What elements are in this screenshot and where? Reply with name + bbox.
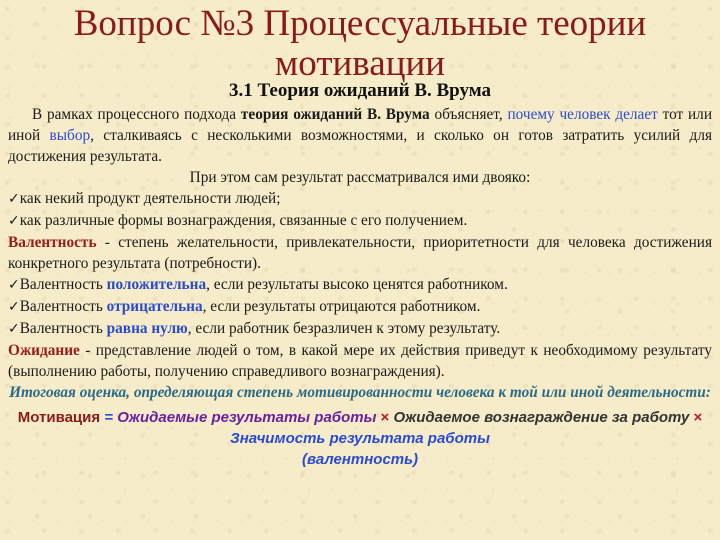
formula-expected-reward: Ожидаемое вознаграждение за работу (393, 409, 690, 426)
valence-negative-highlight: отрицательна (106, 298, 203, 315)
valence-definition: Валентность - степень желательности, привлекательности, приоритетности для человека достижения конкретного результата (потребности). (8, 234, 712, 272)
expectation-term: Ожидание (8, 342, 80, 359)
intro-text-3: объясняет, (429, 106, 508, 123)
section-subtitle: 3.1 Теория ожиданий В. Врума (228, 80, 492, 101)
result-bullet-2: ✓как различные формы вознаграждения, связанные с его получением. (8, 212, 468, 229)
intro-why-phrase: почему человек делает (507, 106, 658, 123)
valence-case-zero: ✓Валентность равна нулю, если работник безразличен к этому результату. (8, 320, 501, 337)
content-body (8, 104, 712, 470)
formula-expected-results: Ожидаемые результаты работы (117, 409, 377, 426)
check-icon: ✓ (8, 191, 20, 207)
valence-term: Валентность (8, 234, 97, 251)
intro-choice-word: выбор (49, 127, 91, 144)
formula-significance: Значимость результата работы (230, 430, 490, 447)
valence-positive-highlight: положительна (106, 276, 207, 293)
result-bullet-1: ✓как некий продукт деятельности людей; (8, 190, 281, 207)
intro-theory-name: теория ожиданий В. Врума (240, 106, 430, 123)
check-icon: ✓ (8, 213, 20, 229)
check-icon: ✓ (8, 277, 20, 293)
formula-valence: (валентность) (301, 451, 419, 468)
intro-text-7: , сталкиваясь с несколькими возможностями, и сколько он готов затратить усилий для достижения результата. (8, 127, 712, 165)
times-icon: × (376, 409, 394, 426)
valence-case-positive: ✓Валентность положительна, если результаты высоко ценятся работником. (8, 276, 508, 293)
intro-paragraph (8, 104, 712, 167)
intro-text-5: тот или иной (8, 106, 712, 144)
page-title: Вопрос №3 Процессуальные теории мотивации (73, 3, 647, 84)
formula-equals: = (100, 409, 118, 426)
formula-motivation: Мотивация (17, 409, 101, 426)
check-icon: ✓ (8, 299, 20, 315)
times-icon: × (689, 409, 703, 426)
summary-line: Итоговая оценка, определяющая степень мотивированности человека к той или иной деятельности: (9, 384, 711, 401)
valence-zero-highlight: равна нулю (106, 320, 188, 337)
motivation-formula (8, 407, 712, 470)
expectation-definition: Ожидание - представление людей о том, в какой мере их действия приведут к необходимому результату (выполнению работы, получению справедливого вознаграждения). (8, 342, 712, 380)
valence-case-negative: ✓Валентность отрицательна, если результаты отрицаются работником. (8, 298, 481, 315)
check-icon: ✓ (8, 321, 20, 337)
intro-text-1: В рамках процессного подхода (32, 106, 241, 123)
dual-result-line: При этом сам результат рассматривался ими двояко: (189, 169, 531, 186)
